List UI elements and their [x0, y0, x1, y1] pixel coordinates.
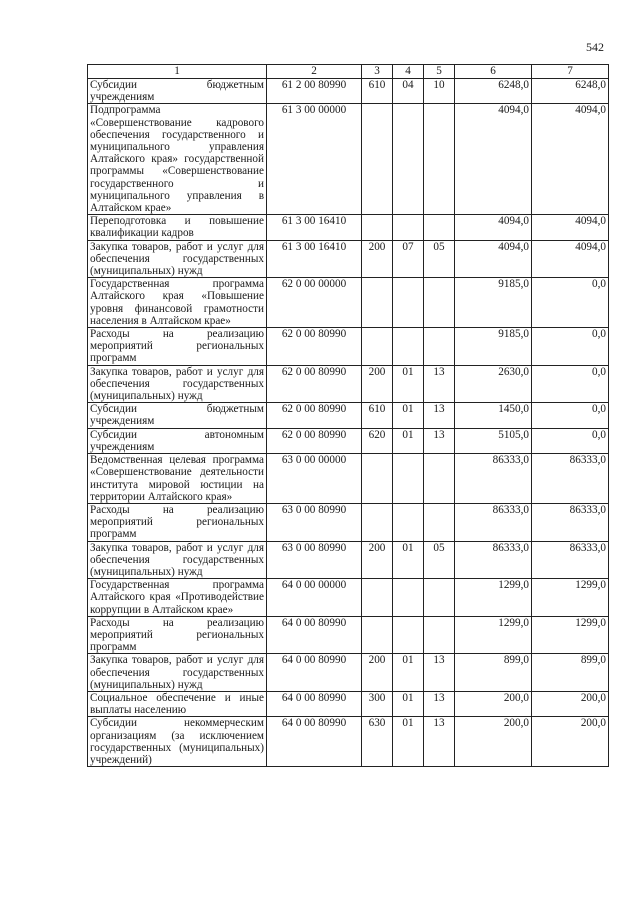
cell-col6: 86333,0	[455, 454, 532, 504]
cell-col3: 630	[362, 717, 393, 767]
column-header-6: 6	[455, 65, 532, 79]
cell-name: Государственная программа Алтайского края «Повышение уровня финансовой грамотности населения в Алтайском крае»	[88, 278, 267, 328]
table-row	[88, 428, 609, 453]
cell-col4	[393, 616, 424, 654]
cell-name: Государственная программа Алтайского края «Противодействие коррупции в Алтайском крае»	[88, 579, 267, 617]
cell-code: 64 0 00 80990	[267, 616, 362, 654]
cell-col7: 0,0	[532, 428, 609, 453]
cell-name: Подпрограмма «Совершенствование кадрового обеспечения государственного и муниципального управления Алтайского края» государственной программы «Совершенствование государственного и муниципального управления в Алтайском крае»	[88, 104, 267, 215]
cell-col3: 200	[362, 541, 393, 579]
cell-name: Субсидии бюджетным учреждениям	[88, 79, 267, 104]
column-header-2: 2	[267, 65, 362, 79]
cell-col5: 13	[424, 717, 455, 767]
table-row	[88, 79, 609, 104]
cell-col4: 07	[393, 240, 424, 278]
cell-code: 61 3 00 00000	[267, 104, 362, 215]
cell-col3: 300	[362, 691, 393, 716]
column-header-1: 1	[88, 65, 267, 79]
cell-col5: 05	[424, 240, 455, 278]
cell-col4	[393, 278, 424, 328]
cell-col5	[424, 454, 455, 504]
table-row	[88, 503, 609, 541]
cell-col5: 10	[424, 79, 455, 104]
table-header	[88, 65, 609, 79]
cell-col6: 899,0	[455, 654, 532, 692]
cell-name: Закупка товаров, работ и услуг для обеспечения государственных (муниципальных) нужд	[88, 365, 267, 403]
cell-col4	[393, 454, 424, 504]
cell-code: 62 0 00 80990	[267, 403, 362, 428]
cell-name: Закупка товаров, работ и услуг для обеспечения государственных (муниципальных) нужд	[88, 541, 267, 579]
column-header-4: 4	[393, 65, 424, 79]
cell-col4	[393, 579, 424, 617]
table-row	[88, 365, 609, 403]
cell-col5: 13	[424, 428, 455, 453]
cell-col5	[424, 579, 455, 617]
cell-col3	[362, 215, 393, 240]
cell-col7: 6248,0	[532, 79, 609, 104]
cell-name: Расходы на реализацию мероприятий региональных программ	[88, 616, 267, 654]
cell-name: Закупка товаров, работ и услуг для обеспечения государственных (муниципальных) нужд	[88, 654, 267, 692]
cell-name: Переподготовка и повышение квалификации кадров	[88, 215, 267, 240]
cell-col6: 2630,0	[455, 365, 532, 403]
cell-col6: 200,0	[455, 717, 532, 767]
table-row	[88, 278, 609, 328]
cell-col4	[393, 104, 424, 215]
cell-col6: 6248,0	[455, 79, 532, 104]
cell-col5: 13	[424, 365, 455, 403]
table-row	[88, 403, 609, 428]
cell-name: Расходы на реализацию мероприятий региональных программ	[88, 503, 267, 541]
cell-code: 62 0 00 80990	[267, 328, 362, 366]
table-body	[88, 79, 609, 767]
cell-col4: 01	[393, 428, 424, 453]
cell-name: Закупка товаров, работ и услуг для обеспечения государственных (муниципальных) нужд	[88, 240, 267, 278]
table-row	[88, 691, 609, 716]
cell-col3	[362, 616, 393, 654]
cell-code: 64 0 00 80990	[267, 691, 362, 716]
cell-code: 61 3 00 16410	[267, 240, 362, 278]
cell-col5: 13	[424, 691, 455, 716]
table-row	[88, 541, 609, 579]
cell-name: Ведомственная целевая программа «Совершенствование деятельности института мировой юстиции на территории Алтайского края»	[88, 454, 267, 504]
cell-col3	[362, 503, 393, 541]
cell-col4: 01	[393, 717, 424, 767]
column-header-5: 5	[424, 65, 455, 79]
cell-col6: 1299,0	[455, 579, 532, 617]
table-row	[88, 240, 609, 278]
cell-code: 61 3 00 16410	[267, 215, 362, 240]
cell-col7: 0,0	[532, 365, 609, 403]
cell-col6: 4094,0	[455, 104, 532, 215]
cell-code: 63 0 00 80990	[267, 503, 362, 541]
table-row	[88, 616, 609, 654]
cell-col5	[424, 616, 455, 654]
cell-col4	[393, 215, 424, 240]
cell-col3	[362, 579, 393, 617]
cell-code: 63 0 00 00000	[267, 454, 362, 504]
cell-col4	[393, 328, 424, 366]
cell-name: Субсидии некоммерческим организациям (за исключением государственных (муниципальных) учреждений)	[88, 717, 267, 767]
cell-col5	[424, 503, 455, 541]
table-row	[88, 654, 609, 692]
cell-col4: 01	[393, 691, 424, 716]
cell-col6: 4094,0	[455, 240, 532, 278]
table-row	[88, 717, 609, 767]
cell-code: 61 2 00 80990	[267, 79, 362, 104]
cell-col5: 13	[424, 403, 455, 428]
cell-col3: 200	[362, 654, 393, 692]
cell-col4: 01	[393, 541, 424, 579]
cell-col3: 610	[362, 79, 393, 104]
cell-col7: 1299,0	[532, 616, 609, 654]
cell-col7: 0,0	[532, 403, 609, 428]
cell-col3: 610	[362, 403, 393, 428]
cell-col4: 01	[393, 365, 424, 403]
cell-name: Социальное обеспечение и иные выплаты населению	[88, 691, 267, 716]
cell-col3	[362, 454, 393, 504]
cell-name: Субсидии бюджетным учреждениям	[88, 403, 267, 428]
cell-col5	[424, 104, 455, 215]
cell-col7: 899,0	[532, 654, 609, 692]
cell-code: 62 0 00 80990	[267, 365, 362, 403]
table-row	[88, 215, 609, 240]
cell-col4: 04	[393, 79, 424, 104]
column-header-7: 7	[532, 65, 609, 79]
cell-col5: 13	[424, 654, 455, 692]
cell-col6: 200,0	[455, 691, 532, 716]
table-row	[88, 328, 609, 366]
budget-table	[87, 64, 609, 767]
cell-col6: 1450,0	[455, 403, 532, 428]
cell-name: Расходы на реализацию мероприятий региональных программ	[88, 328, 267, 366]
cell-name: Субсидии автономным учреждениям	[88, 428, 267, 453]
cell-col6: 4094,0	[455, 215, 532, 240]
cell-col7: 4094,0	[532, 215, 609, 240]
cell-col3: 620	[362, 428, 393, 453]
cell-col7: 86333,0	[532, 454, 609, 504]
page-number: 542	[586, 40, 604, 54]
cell-col3	[362, 328, 393, 366]
cell-col5: 05	[424, 541, 455, 579]
cell-col5	[424, 215, 455, 240]
cell-col6: 9185,0	[455, 278, 532, 328]
cell-col7: 4094,0	[532, 104, 609, 215]
table-row	[88, 454, 609, 504]
cell-code: 64 0 00 00000	[267, 579, 362, 617]
cell-col7: 86333,0	[532, 503, 609, 541]
cell-code: 64 0 00 80990	[267, 717, 362, 767]
cell-col4	[393, 503, 424, 541]
table-row	[88, 579, 609, 617]
cell-col6: 5105,0	[455, 428, 532, 453]
cell-col7: 200,0	[532, 691, 609, 716]
cell-col5	[424, 328, 455, 366]
header-row	[88, 65, 609, 79]
column-header-3: 3	[362, 65, 393, 79]
cell-col7: 200,0	[532, 717, 609, 767]
cell-col7: 1299,0	[532, 579, 609, 617]
cell-code: 63 0 00 80990	[267, 541, 362, 579]
cell-code: 64 0 00 80990	[267, 654, 362, 692]
cell-col3: 200	[362, 365, 393, 403]
cell-code: 62 0 00 00000	[267, 278, 362, 328]
cell-col3	[362, 104, 393, 215]
cell-col7: 4094,0	[532, 240, 609, 278]
cell-col4: 01	[393, 403, 424, 428]
cell-col4: 01	[393, 654, 424, 692]
cell-col6: 86333,0	[455, 541, 532, 579]
table-row	[88, 104, 609, 215]
cell-col7: 86333,0	[532, 541, 609, 579]
cell-col3: 200	[362, 240, 393, 278]
cell-col7: 0,0	[532, 328, 609, 366]
cell-col6: 9185,0	[455, 328, 532, 366]
cell-col6: 1299,0	[455, 616, 532, 654]
cell-col5	[424, 278, 455, 328]
cell-col6: 86333,0	[455, 503, 532, 541]
cell-col7: 0,0	[532, 278, 609, 328]
cell-col3	[362, 278, 393, 328]
cell-code: 62 0 00 80990	[267, 428, 362, 453]
